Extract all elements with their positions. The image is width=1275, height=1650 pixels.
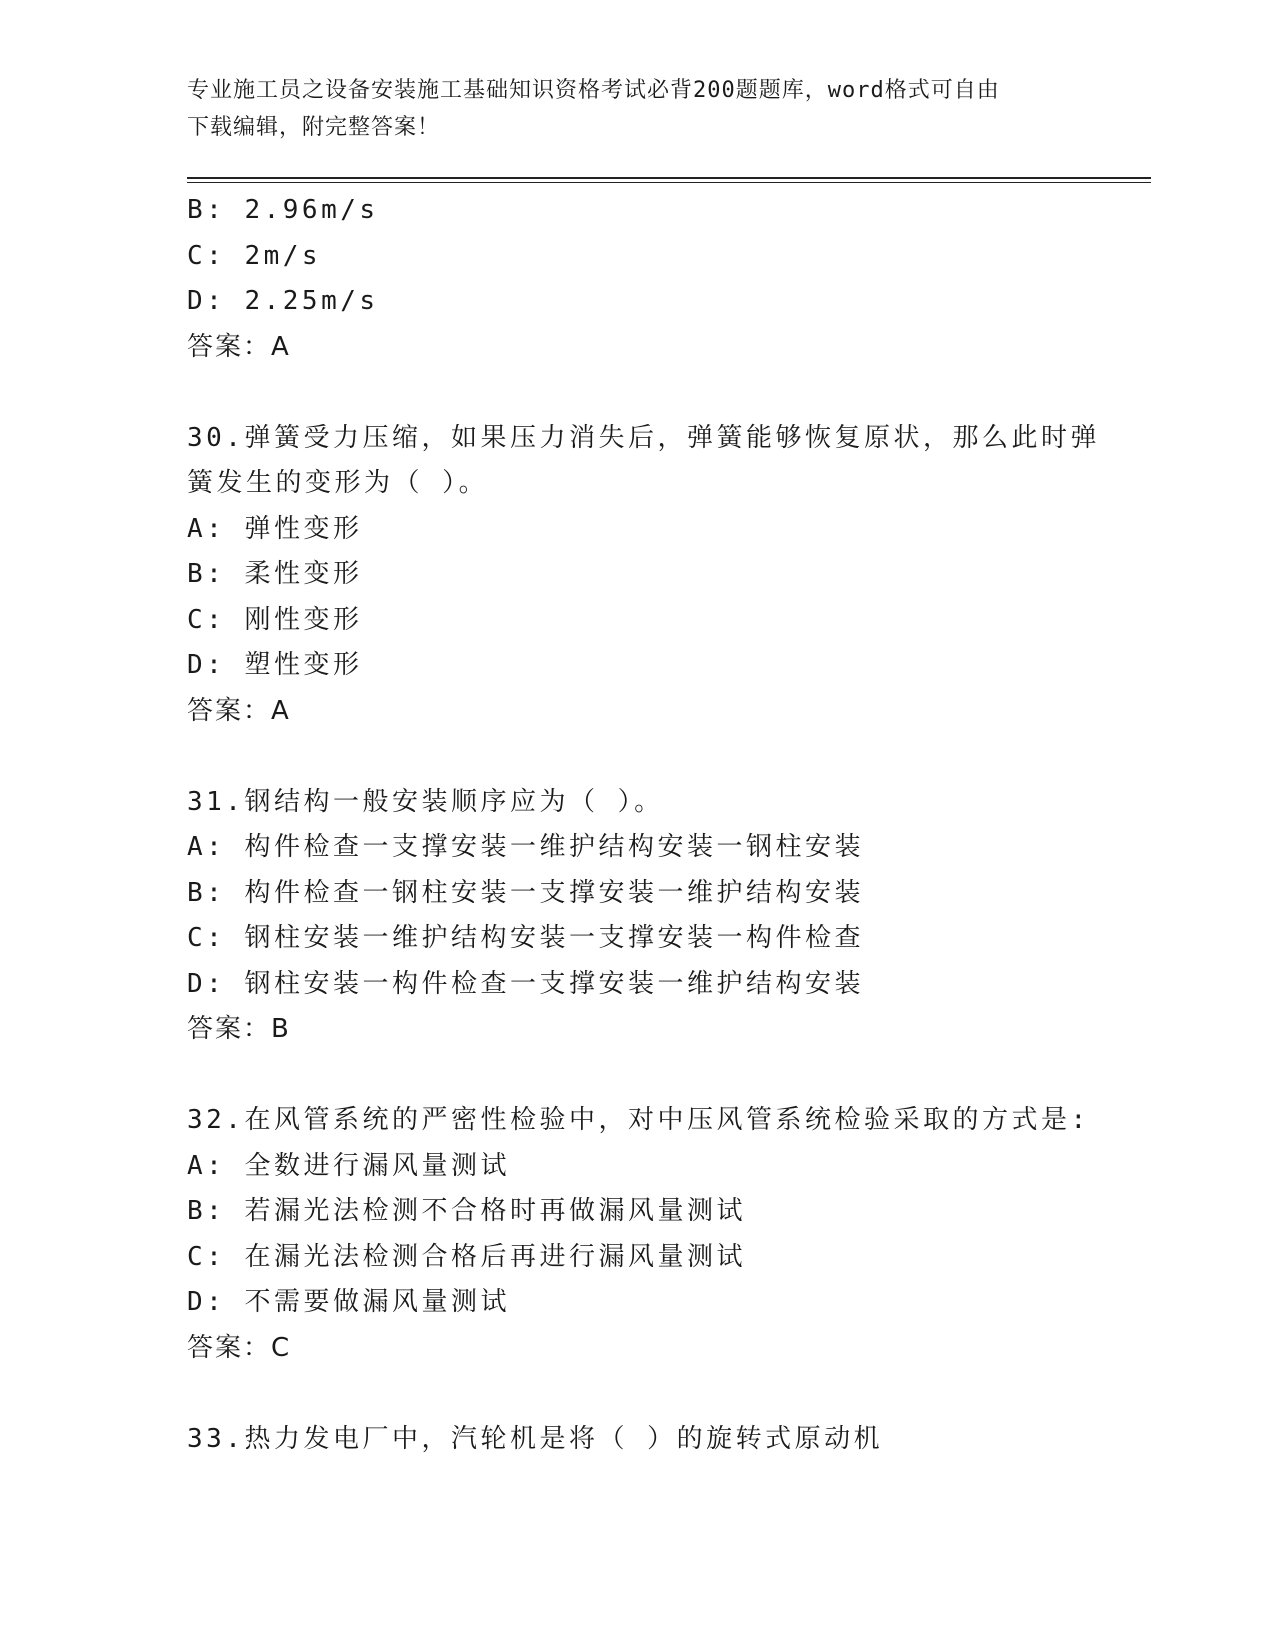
- option-b: B: 柔性变形: [187, 559, 363, 589]
- option-d: D: 不需要做漏风量测试: [187, 1287, 510, 1317]
- option-b: B: 构件检查一钢柱安装一支撑安装一维护结构安装: [187, 877, 864, 908]
- question-31: [187, 780, 1137, 1053]
- header-divider-thick: [187, 177, 1151, 179]
- question-text: 32.在风管系统的严密性检验中，对中压风管系统检验采取的方式是:: [187, 1105, 1090, 1135]
- question-30: [187, 416, 1137, 735]
- header-divider-thin: [187, 182, 1151, 183]
- option-c: C: 钢柱安装一维护结构安装一支撑安装一构件检查: [187, 923, 864, 953]
- answer: 答案：A: [187, 695, 291, 726]
- option-d: D: 塑性变形: [187, 650, 363, 680]
- header-title-line-1: 专业施工员之设备安装施工基础知识资格考试必背200题题库，word格式可自由: [187, 78, 1000, 103]
- option-c: C: 在漏光法检测合格后再进行漏风量测试: [187, 1241, 746, 1272]
- option-d: D: 2.25m/s: [187, 286, 379, 316]
- question-text: 33.热力发电厂中，汽轮机是将（ ）的旋转式原动机: [187, 1423, 884, 1454]
- answer: 答案：B: [187, 1014, 291, 1044]
- option-d: D: 钢柱安装一构件检查一支撑安装一维护结构安装: [187, 968, 864, 999]
- question-32: [187, 1098, 1137, 1371]
- question-text-line-2: 簧发生的变形为（ ）。: [187, 468, 489, 498]
- option-c: C: 2m/s: [187, 240, 322, 271]
- option-c: C: 刚性变形: [187, 604, 363, 635]
- document-header: [187, 72, 1087, 146]
- option-a: A: 全数进行漏风量测试: [187, 1150, 510, 1181]
- option-a: A: 弹性变形: [187, 513, 363, 544]
- answer: 答案：A: [187, 331, 291, 362]
- header-title-line-2: 下载编辑，附完整答案！: [187, 115, 441, 140]
- option-b: B: 2.96m/s: [187, 195, 379, 225]
- question-33: [187, 1417, 1137, 1463]
- question-text: 31.钢结构一般安装顺序应为（ ）。: [187, 786, 664, 817]
- question-29-tail: [187, 188, 1137, 370]
- answer: 答案：C: [187, 1332, 292, 1363]
- question-text-line-1: 30.弹簧受力压缩，如果压力消失后，弹簧能够恢复原状，那么此时弹: [187, 422, 1100, 453]
- document-body: [187, 188, 1137, 1462]
- option-a: A: 构件检查一支撑安装一维护结构安装一钢柱安装: [187, 832, 864, 862]
- option-b: B: 若漏光法检测不合格时再做漏风量测试: [187, 1196, 746, 1226]
